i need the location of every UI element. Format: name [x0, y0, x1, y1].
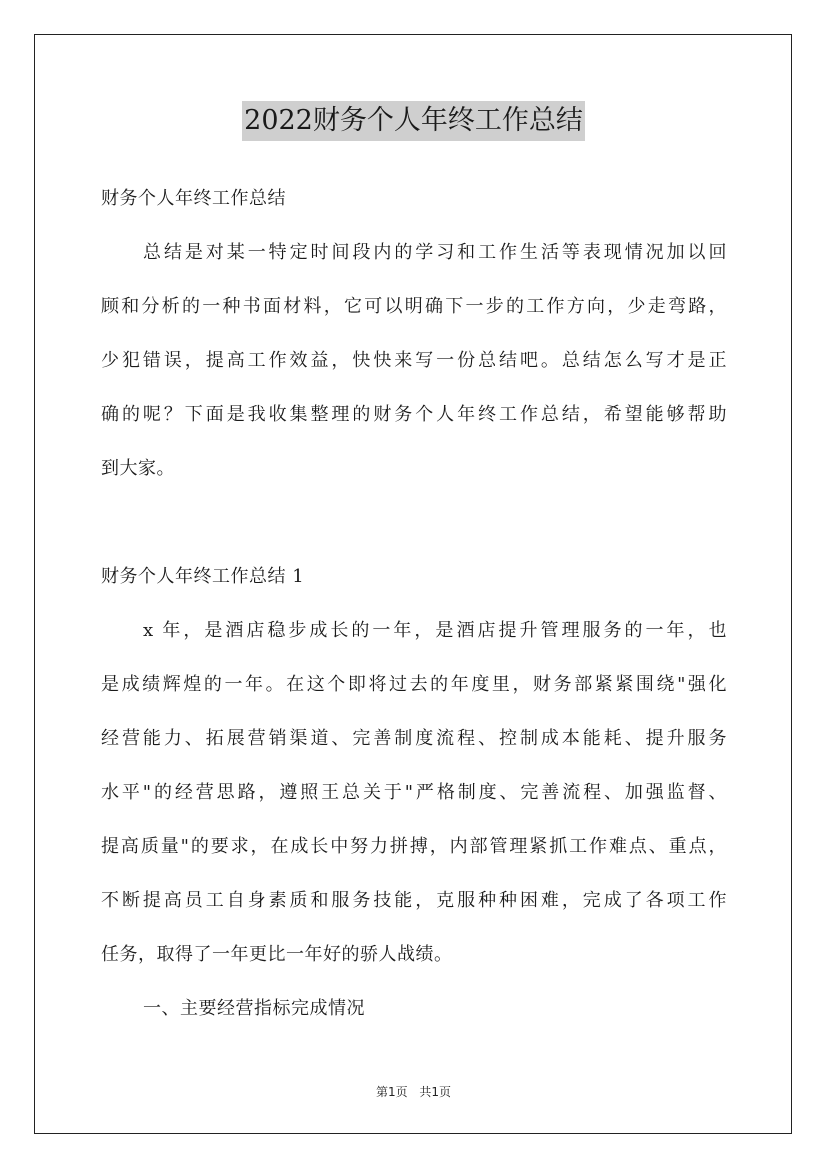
section-heading: 财务个人年终工作总结 1	[101, 566, 305, 587]
intro-line: 少犯错误，提高工作效益，快快来写一份总结吧。总结怎么写才是正	[101, 350, 727, 371]
body-line: 经营能力、拓展营销渠道、完善制度流程、控制成本能耗、提升服务	[101, 728, 727, 749]
body-line: 不断提高员工自身素质和服务技能，克服种种困难，完成了各项工作	[101, 890, 727, 911]
body-line: 任务，取得了一年更比一年好的骄人战绩。	[101, 944, 453, 965]
paragraph-gap	[101, 496, 727, 550]
intro-line: 顾和分析的一种书面材料，它可以明确下一步的工作方向，少走弯路，	[101, 296, 727, 317]
body-line: x 年，是酒店稳步成长的一年，是酒店提升管理服务的一年，也	[143, 620, 727, 641]
document-body	[101, 172, 727, 1036]
page-footer	[0, 1083, 827, 1100]
intro-line: 到大家。	[101, 458, 175, 479]
body-line: 是成绩辉煌的一年。在这个即将过去的年度里，财务部紧紧围绕"强化	[101, 674, 727, 695]
page-number: 第1页	[375, 1085, 408, 1099]
intro-line: 确的呢？下面是我收集整理的财务个人年终工作总结，希望能够帮助	[101, 404, 727, 425]
document-title: 2022财务个人年终工作总结	[242, 101, 585, 141]
body-line: 水平"的经营思路，遵照王总关于"严格制度、完善流程、加强监督、	[101, 782, 727, 803]
page-total: 共1页	[419, 1085, 452, 1099]
section-heading: 财务个人年终工作总结	[101, 188, 286, 209]
intro-line: 总结是对某一特定时间段内的学习和工作生活等表现情况加以回	[143, 242, 727, 263]
subsection-heading: 一、主要经营指标完成情况	[143, 998, 365, 1019]
body-line: 提高质量"的要求，在成长中努力拼搏，内部管理紧抓工作难点、重点，	[101, 836, 727, 857]
title-container	[0, 101, 827, 141]
